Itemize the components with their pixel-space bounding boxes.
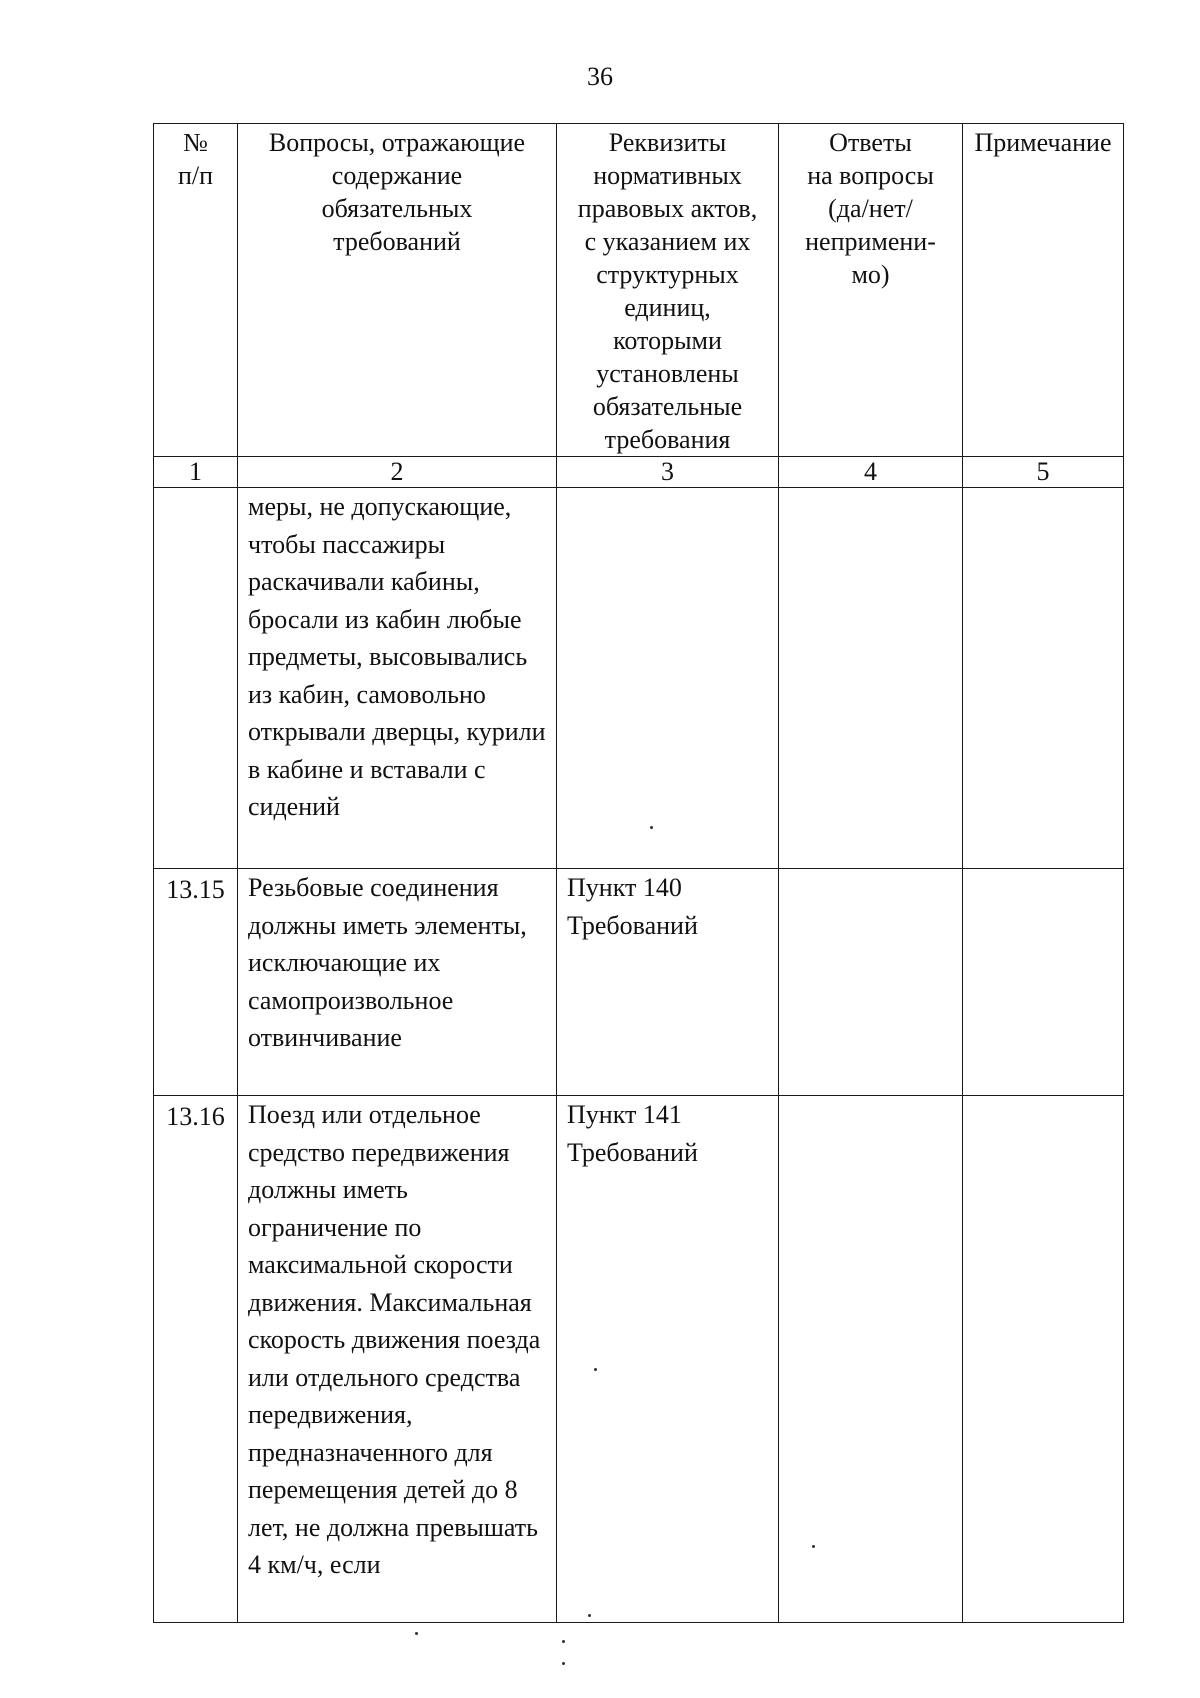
header-cell-number: № п/п	[154, 124, 238, 457]
header-cell-references: Реквизиты нормативных правовых актов, с указанием их структурных единиц, которыми установлены обязательные требования	[557, 124, 779, 457]
scan-speck	[588, 1614, 591, 1617]
header-answers-tail: мо)	[851, 260, 890, 289]
scan-speck	[650, 826, 653, 829]
scan-speck	[594, 1368, 597, 1371]
row-number: 13.16	[154, 1096, 238, 1623]
row-note	[963, 869, 1124, 1096]
table-header-row	[154, 124, 1124, 457]
column-number: 3	[557, 457, 779, 488]
row-note	[963, 488, 1124, 869]
scan-speck	[562, 1640, 565, 1643]
row-question: Поезд или отдельное средство передвижения должны иметь ограничение по максимальной скорости движения. Максимальная скорость движения поезда или отдельного средства передвижения, предназначенного для перемещения детей до 8 лет, не должна превышать 4 км/ч, если	[238, 1096, 557, 1623]
column-number: 5	[963, 457, 1124, 488]
row-note	[963, 1096, 1124, 1623]
scan-speck	[415, 1632, 418, 1635]
scan-speck	[562, 1662, 565, 1665]
row-answer	[779, 869, 963, 1096]
table-row	[154, 1096, 1124, 1623]
page-number: 36	[587, 62, 613, 91]
column-number: 1	[154, 457, 238, 488]
header-answers-hyphen-part: непримени-	[805, 227, 936, 256]
table-row	[154, 869, 1124, 1096]
column-number: 4	[779, 457, 963, 488]
row-question: меры, не допускающие, чтобы пассажиры раскачивали кабины, бросали из кабин любые предметы, высовывались из кабин, самовольно открывали дверцы, курили в кабине и вставали с сидений	[238, 488, 557, 869]
row-reference: Пункт 140 Требований	[557, 869, 779, 1096]
row-answer	[779, 1096, 963, 1623]
row-reference	[557, 488, 779, 869]
checklist-table	[153, 123, 1124, 1623]
row-question: Резьбовые соединения должны иметь элементы, исключающие их самопроизвольное отвинчивание	[238, 869, 557, 1096]
column-number: 2	[238, 457, 557, 488]
row-number: 13.15	[154, 869, 238, 1096]
row-reference: Пункт 141 Требований	[557, 1096, 779, 1623]
header-cell-questions: Вопросы, отражающие содержание обязательных требований	[238, 124, 557, 457]
header-cell-answers: Ответы на вопросы (да/нет/ непримени- мо)	[779, 124, 963, 457]
scan-speck	[812, 1545, 815, 1548]
table-row	[154, 488, 1124, 869]
row-number	[154, 488, 238, 869]
column-number-row	[154, 457, 1124, 488]
row-answer	[779, 488, 963, 869]
header-cell-note: Примечание	[963, 124, 1124, 457]
